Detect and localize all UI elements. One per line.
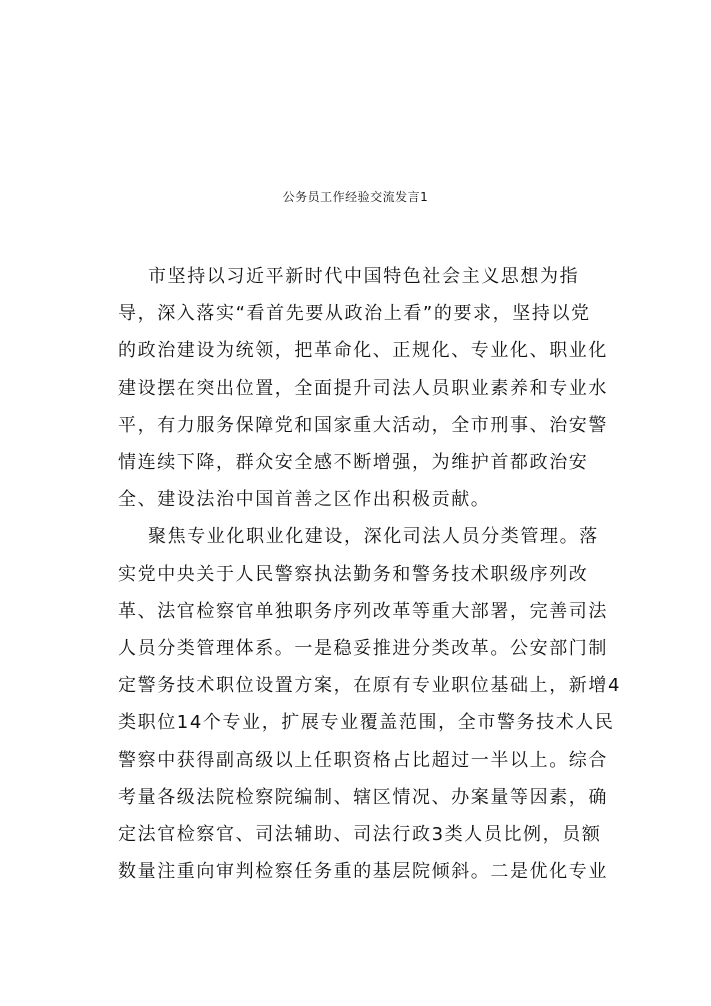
paragraph-line: 定警务技术职位设置方案，在原有专业职位基础上，新增4 — [118, 675, 622, 697]
paragraph-1 — [118, 258, 608, 518]
paragraph-line: 建设摆在突出位置，全面提升司法人员职业素养和专业水 — [118, 377, 608, 399]
document-title: 公务员工作经验交流发言1 — [282, 190, 429, 204]
paragraph-line: 导，深入落实“看首先要从政治上看”的要求，坚持以党 — [118, 303, 591, 325]
paragraph-line: 类职位14个专业，扩展专业覆盖范围，全市警务技术人民 — [118, 712, 615, 734]
document-body — [118, 258, 622, 890]
paragraph-line: 数量注重向审判检察任务重的基层院倾斜。二是优化专业 — [118, 861, 608, 883]
paragraph-line: 全、建设法治中国首善之区作出积极贡献。 — [118, 489, 491, 511]
paragraph-line: 平，有力服务保障党和国家重大活动，全市刑事、治安警 — [118, 414, 608, 436]
paragraph-line: 市坚持以习近平新时代中国特色社会主义思想为指 — [148, 266, 580, 287]
paragraph-2 — [118, 518, 622, 890]
paragraph-line: 考量各级法院检察院编制、辖区情况、办案量等因素，确 — [118, 786, 608, 808]
paragraph-line: 聚焦专业化职业化建设，深化司法人员分类管理。落 — [148, 526, 599, 548]
paragraph-line: 警察中获得副高级以上任职资格占比超过一半以上。综合 — [118, 749, 608, 771]
paragraph-line: 革、法官检察官单独职务序列改革等重大部署，完善司法 — [118, 600, 608, 622]
paragraph-line: 实党中央关于人民警察执法勤务和警务技术职级序列改 — [118, 563, 589, 585]
paragraph-line: 人员分类管理体系。一是稳妥推进分类改革。公安部门制 — [118, 638, 608, 660]
paragraph-line: 情连续下降，群众安全感不断增强，为维护首都政治安 — [118, 452, 589, 474]
paragraph-line: 定法官检察官、司法辅助、司法行政3类人员比例，员额 — [118, 824, 602, 846]
paragraph-line: 的政治建设为统领，把革命化、正规化、专业化、职业化 — [118, 340, 608, 362]
